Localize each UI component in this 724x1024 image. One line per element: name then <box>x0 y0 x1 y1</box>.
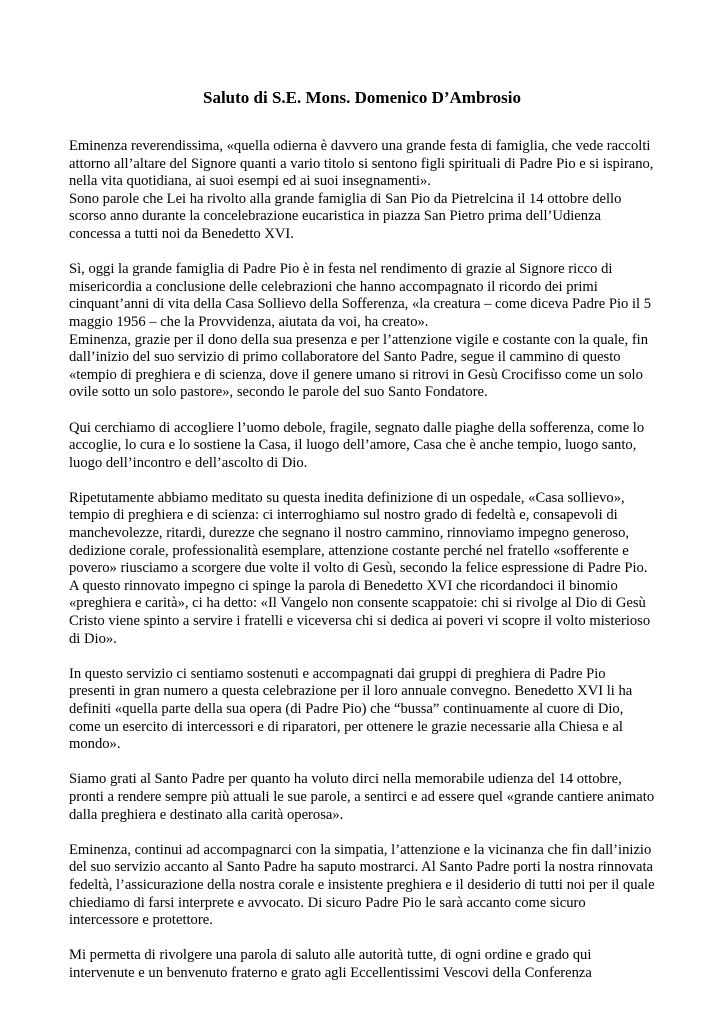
text-line: Siamo grati al Santo Padre per quanto ha voluto dirci nella memorabile udienza del 14 ottobre, <box>69 771 622 788</box>
text-line: tempio di preghiera e di scienza: ci interroghiamo sul nostro grado di fedeltà e, consapevoli di <box>69 507 618 524</box>
document-title: Saluto di S.E. Mons. Domenico D’Ambrosio <box>203 88 521 107</box>
paragraph <box>69 771 669 824</box>
text-line: dall’inizio del suo servizio di primo collaboratore del Santo Padre, segue il cammino di questo <box>69 349 621 366</box>
text-line: come un esercito di intercessori e di riparatori, per ottenere le grazie necessarie alla Chiesa e al <box>69 718 623 735</box>
text-line: misericordia a conclusione delle celebrazioni che hanno accompagnato il ricordo dei primi <box>69 278 598 295</box>
text-line: «tempio di preghiera e di scienza, dove il genere umano si ritrovi in Gesù Crocifisso come un solo <box>69 366 643 383</box>
text-line: scorso anno durante la concelebrazione eucaristica in piazza San Pietro prima dell’Udienza <box>69 208 602 225</box>
text-line: dalla preghiera e destinato alla carità operosa». <box>69 806 344 823</box>
text-line: Eminenza reverendissima, «quella odierna è davvero una grande festa di famiglia, che vede raccolti <box>69 138 651 154</box>
text-line: mondo». <box>69 736 121 753</box>
text-line: povero» riusciamo a scorgere due volte il volto di Gesù, secondo la felice espressione di Padre Pio. <box>69 560 648 577</box>
paragraph <box>69 947 669 982</box>
document-body <box>69 138 669 1000</box>
paragraph <box>69 666 669 754</box>
text-line: intervenute e un benvenuto fraterno e grato agli Eccellentissimi Vescovi della Conferenza <box>69 964 592 981</box>
text-line: nella vita quotidiana, ai suoi esempi ed ai suoi insegnamenti». <box>69 173 431 190</box>
text-line: definiti «quella parte della sua opera (di Padre Pio) che “bussa” continuamente al cuore di Dio, <box>69 701 624 717</box>
text-line: Qui cerchiamo di accogliere l’uomo debole, fragile, segnato dalle piaghe della sofferenza, come lo <box>69 419 645 436</box>
text-line: intercessore e protettore. <box>69 912 213 929</box>
text-line: dedizione corale, professionalità esemplare, attenzione costante perché nel fratello «sofferente e <box>69 542 629 559</box>
text-line: cinquant’anni di vita della Casa Sollievo della Sofferenza, «la creatura – come diceva Padre Pio il 5 <box>69 296 652 313</box>
text-line: A questo rinnovato impegno ci spinge la parola di Benedetto XVI che ricordandoci il binomio <box>69 577 618 594</box>
text-line: concessa a tutti noi da Benedetto XVI. <box>69 225 294 242</box>
text-line: di Dio». <box>69 630 117 647</box>
text-line: attorno all’altare del Signore quanti a vario titolo si sentono figli spirituali di Padre Pio e si ispirano, <box>69 155 654 172</box>
text-line: manchevolezze, ritardi, durezze che segnano il nostro cammino, rinnoviamo impegno generoso, <box>69 525 630 542</box>
text-line: Ripetutamente abbiamo meditato su questa inedita definizione di un ospedale, «Casa sollievo», <box>69 489 625 506</box>
text-line: pronti a rendere sempre più attuali le sue parole, a sentirci e ad essere quel «grande cantiere animato <box>69 788 655 805</box>
text-line: Sono parole che Lei ha rivolto alla grande famiglia di San Pio da Pietrelcina il 14 ottobre dello <box>69 190 622 207</box>
text-line: Cristo viene spinto a servire i fratelli e viceversa chi si dedica ai poveri vi scopre il volto misterioso <box>69 613 651 630</box>
text-line: Eminenza, grazie per il dono della sua presenza e per l’attenzione vigile e costante con la quale, fin <box>69 331 649 348</box>
text-line: chiediamo di farsi interprete e avvocato. Di sicuro Padre Pio le sarà accanto come sicuro <box>69 894 586 911</box>
text-line: Mi permetta di rivolgere una parola di saluto alle autorità tutte, di ogni ordine e grado qui <box>69 947 592 964</box>
text-line: fedeltà, l’assicurazione della nostra corale e insistente preghiera e il desiderio di tutti noi per il quale <box>69 876 655 893</box>
text-line: «preghiera e carità», ci ha detto: «Il Vangelo non consente scappatoie: chi si rivolge al Dio di Gesù <box>69 595 646 612</box>
paragraph <box>69 420 669 473</box>
paragraph <box>69 261 669 402</box>
text-line: luogo dell’incontro e dell’ascolto di Dio. <box>69 454 308 471</box>
text-line: ovile sotto un solo pastore», secondo le parole del suo Santo Fondatore. <box>69 384 488 401</box>
paragraph <box>69 490 669 648</box>
text-line: presenti in gran numero a questa celebrazione per il loro annuale convegno. Benedetto XVI li ha <box>69 683 633 700</box>
text-line: Eminenza, continui ad accompagnarci con la simpatia, l’attenzione e la vicinanza che fin dall’inizio <box>69 841 652 858</box>
paragraph <box>69 138 669 244</box>
text-line: Sì, oggi la grande famiglia di Padre Pio è in festa nel rendimento di grazie al Signore ricco di <box>69 261 613 278</box>
text-line: maggio 1956 – che la Provvidenza, aiutata da voi, ha creato». <box>69 313 429 330</box>
text-line: accoglie, lo cura e lo sostiene la Casa, il luogo dell’amore, Casa che è anche tempio, luogo santo, <box>69 437 637 454</box>
paragraph <box>69 842 669 930</box>
text-line: In questo servizio ci sentiamo sostenuti e accompagnati dai gruppi di preghiera di Padre Pio <box>69 665 606 682</box>
text-line: del suo servizio accanto al Santo Padre ha saputo mostrarci. Al Santo Padre porti la nostra rinnovata <box>69 859 653 876</box>
